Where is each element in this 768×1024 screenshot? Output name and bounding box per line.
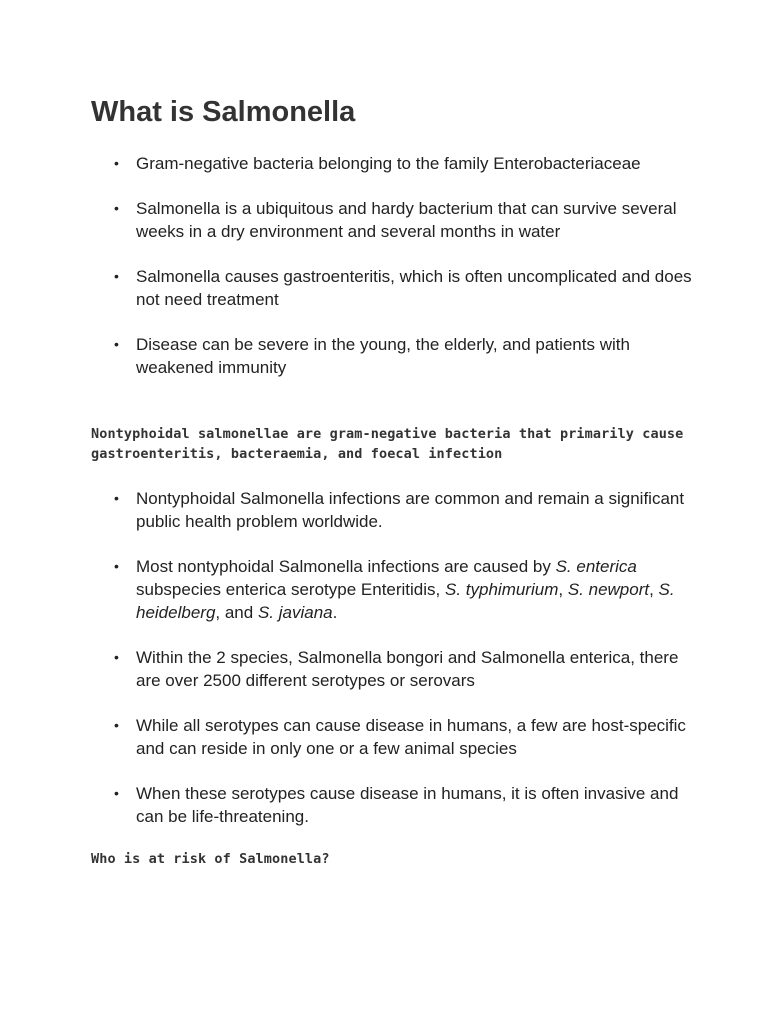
page-title: What is Salmonella <box>91 96 356 128</box>
text-run: . <box>332 603 338 622</box>
bullet-icon: • <box>114 490 119 506</box>
section-subheading: Who is at risk of Salmonella? <box>91 851 330 867</box>
bullet-icon: • <box>114 336 119 352</box>
text-run: , and <box>215 603 258 622</box>
list-item-text: Within the 2 species, Salmonella bongori and Salmonella enterica, there are over 2500 different serotypes or serovars <box>136 648 679 690</box>
section-subheading: Nontyphoidal salmonellae are gram-negative bacteria that primarily cause gastroenteritis, bacteraemia, and foecal infection <box>91 426 684 462</box>
list-item-text: While all serotypes can cause disease in humans, a few are host-specific and can reside in only one or a few animal species <box>136 716 686 758</box>
bullet-icon: • <box>114 268 119 284</box>
bullet-icon: • <box>114 200 119 216</box>
bullet-icon: • <box>114 558 119 574</box>
list-item-text: Salmonella is a ubiquitous and hardy bacterium that can survive several weeks in a dry environment and several months in water <box>136 199 677 241</box>
bullet-icon: • <box>114 649 119 665</box>
bullet-icon: • <box>114 785 119 801</box>
list-item <box>0 152 696 175</box>
list-item <box>0 265 696 311</box>
text-run: Most nontyphoidal Salmonella infections are caused by <box>136 557 556 576</box>
list-item <box>0 333 696 379</box>
list-item <box>0 714 696 760</box>
text-run: subspecies enterica serotype Enteritidis, <box>136 580 445 599</box>
species-name: S. javiana <box>257 603 333 622</box>
text-run: , <box>558 580 568 599</box>
list-item <box>0 782 696 828</box>
list-item-text: Gram-negative bacteria belonging to the family Enterobacteriaceae <box>136 154 641 173</box>
list-item <box>0 646 696 692</box>
list-item-text: When these serotypes cause disease in humans, it is often invasive and can be life-threatening. <box>136 784 679 826</box>
list-item <box>0 197 696 243</box>
bullet-list-nontyphoidal <box>0 487 696 850</box>
species-name: S. enterica <box>555 557 637 576</box>
list-item-text: Disease can be severe in the young, the elderly, and patients with weakened immunity <box>136 335 630 377</box>
bullet-icon: • <box>114 717 119 733</box>
list-item-text: Salmonella causes gastroenteritis, which is often uncomplicated and does not need treatment <box>136 267 692 309</box>
text-run: , <box>649 580 659 599</box>
list-item-text <box>136 555 696 624</box>
list-item-text: Nontyphoidal Salmonella infections are common and remain a significant public health problem worldwide. <box>136 489 685 531</box>
list-item <box>0 555 696 624</box>
species-name: S. typhimurium <box>445 580 559 599</box>
species-name: S. newport <box>567 580 650 599</box>
bullet-list-intro <box>0 152 696 401</box>
bullet-icon: • <box>114 155 119 171</box>
species-name: S. heidelberg <box>136 580 675 622</box>
list-item <box>0 487 696 533</box>
